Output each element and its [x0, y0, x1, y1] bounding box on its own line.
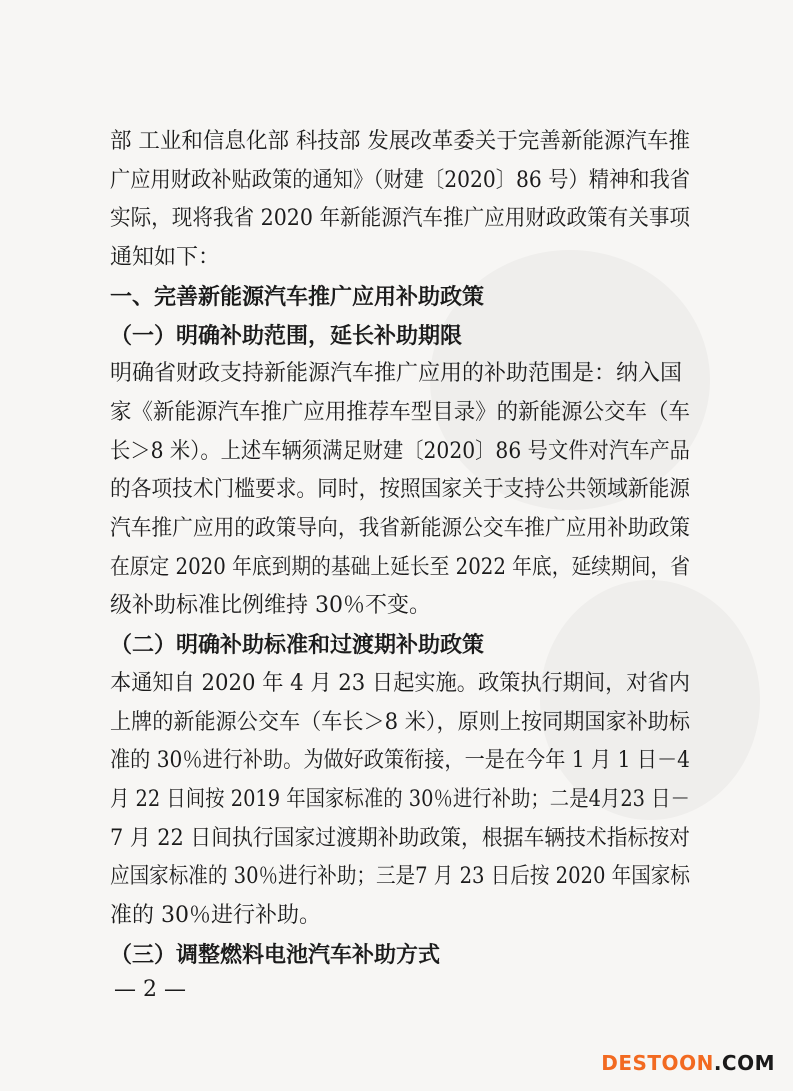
body-line: 在原定 2020 年底到期的基础上延长至 2022 年底，延续期间，省 [110, 554, 690, 580]
body-line: 家《新能源汽车推广应用推荐车型目录》的新能源公交车（车 [110, 399, 691, 425]
section-heading: （三）调整燃料电池汽车补助方式 [110, 941, 441, 968]
body-line: 明确省财政支持新能源汽车推广应用的补助范围是：纳入国 [110, 361, 683, 387]
body-line: 准的 30％进行补助。 [110, 903, 321, 928]
body-line: 的各项技术门槛要求。同时，按照国家关于支持公共领域新能源 [110, 477, 691, 503]
body-line: 应国家标准的 30％进行补助；三是7 月 23 日后按 2020 年国家标 [110, 864, 690, 890]
body-line: 部 工业和信息化部 科技部 发展改革委关于完善新能源汽车推 [110, 129, 690, 154]
body-line: 汽车推广应用的政策导向，我省新能源公交车推广应用补助政策 [110, 516, 691, 541]
section-heading: （二）明确补助标准和过渡期补助政策 [110, 632, 485, 659]
page-number: — 2 — [114, 977, 186, 1002]
body-line: 级补助标准比例维持 30％不变。 [110, 593, 431, 619]
body-line: 通知如下： [110, 245, 221, 271]
body-line: 本通知自 2020 年 4 月 23 日起实施。政策执行期间，对省内 [110, 670, 690, 696]
body-line: 广应用财政补贴政策的通知》（财建〔2020〕86 号）精神和我省 [110, 167, 690, 193]
body-line: 7 月 22 日间执行国家过渡期补助政策，根据车辆技术指标按对 [110, 825, 690, 851]
watermark-suffix: .COM [713, 1051, 775, 1075]
section-heading: 一、完善新能源汽车推广应用补助政策 [110, 283, 485, 310]
section-heading: （一）明确补助范围，延长补助期限 [110, 322, 463, 349]
body-line: 上牌的新能源公交车（车长＞8 米），原则上按同期国家补助标 [110, 709, 690, 735]
body-line: 准的 30％进行补助。为做好政策衔接，一是在今年 1 月 1 日－4 [110, 748, 690, 774]
watermark-brand: DESTOON [601, 1051, 714, 1075]
body-line: 实际，现将我省 2020 年新能源汽车推广应用财政政策有关事项 [110, 206, 690, 232]
body-line: 月 22 日间按 2019 年国家标准的 30％进行补助；二是4月23 日－ [110, 786, 690, 812]
site-watermark [601, 1051, 775, 1075]
body-line: 长＞8 米）。上述车辆须满足财建〔2020〕86 号文件对汽车产品 [110, 438, 690, 464]
